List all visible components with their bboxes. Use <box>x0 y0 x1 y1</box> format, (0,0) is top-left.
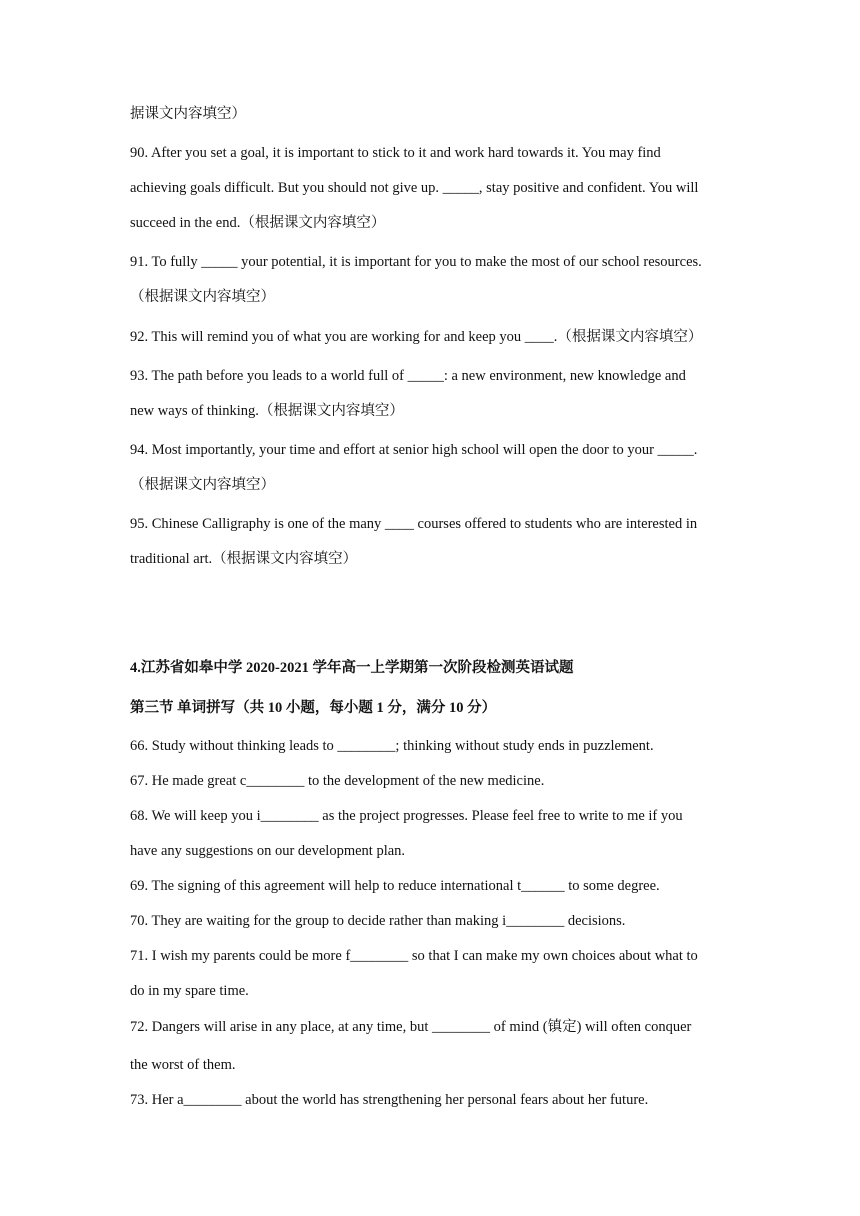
section-heading: 4.江苏省如皋中学 2020-2021 学年高一上学期第一次阶段检测英语试题 <box>130 660 574 676</box>
question-90-line-3: succeed in the end.（根据课文内容填空） <box>130 215 386 231</box>
question-66: 66. Study without thinking leads to ________; thinking without study ends in puzzlement. <box>130 738 654 754</box>
question-93-line-1: 93. The path before you leads to a world full of _____: a new environment, new knowledge and <box>130 368 686 384</box>
question-71-line-1: 71. I wish my parents could be more f________ so that I can make my own choices about what to <box>130 948 698 964</box>
section-subheading: 第三节 单词拼写（共 10 小题，每小题 1 分，满分 10 分） <box>130 700 497 716</box>
question-72-line-1: 72. Dangers will arise in any place, at any time, but ________ of mind (镇定) will often conquer <box>130 1019 692 1035</box>
question-69: 69. The signing of this agreement will help to reduce international t______ to some degree. <box>130 878 660 894</box>
question-71-line-2: do in my spare time. <box>130 983 249 999</box>
question-93-line-2: new ways of thinking.（根据课文内容填空） <box>130 403 404 419</box>
question-94-line-2: （根据课文内容填空） <box>130 477 275 493</box>
question-90-line-2: achieving goals difficult. But you should not give up. _____, stay positive and confident. You will <box>130 180 699 196</box>
question-73: 73. Her a________ about the world has strengthening her personal fears about her future. <box>130 1092 649 1108</box>
question-72-line-2: the worst of them. <box>130 1057 236 1073</box>
question-68-line-2: have any suggestions on our development plan. <box>130 843 406 859</box>
question-92-line-1: 92. This will remind you of what you are working for and keep you ____.（根据课文内容填空） <box>130 329 703 345</box>
question-91-line-2: （根据课文内容填空） <box>130 289 275 305</box>
question-95-line-1: 95. Chinese Calligraphy is one of the many ____ courses offered to students who are interested in <box>130 516 698 532</box>
question-90-line-1: 90. After you set a goal, it is important to stick to it and work hard towards it. You may find <box>130 145 661 161</box>
question-70: 70. They are waiting for the group to decide rather than making i________ decisions. <box>130 913 626 929</box>
question-91-line-1: 91. To fully _____ your potential, it is important for you to make the most of our school resources. <box>130 254 702 270</box>
question-67: 67. He made great c________ to the development of the new medicine. <box>130 773 545 789</box>
question-95-line-2: traditional art.（根据课文内容填空） <box>130 551 358 567</box>
question-94-line-1: 94. Most importantly, your time and effort at senior high school will open the door to your _____. <box>130 442 698 458</box>
question-89-tail: 据课文内容填空） <box>130 106 246 122</box>
question-68-line-1: 68. We will keep you i________ as the project progresses. Please feel free to write to me if you <box>130 808 683 824</box>
